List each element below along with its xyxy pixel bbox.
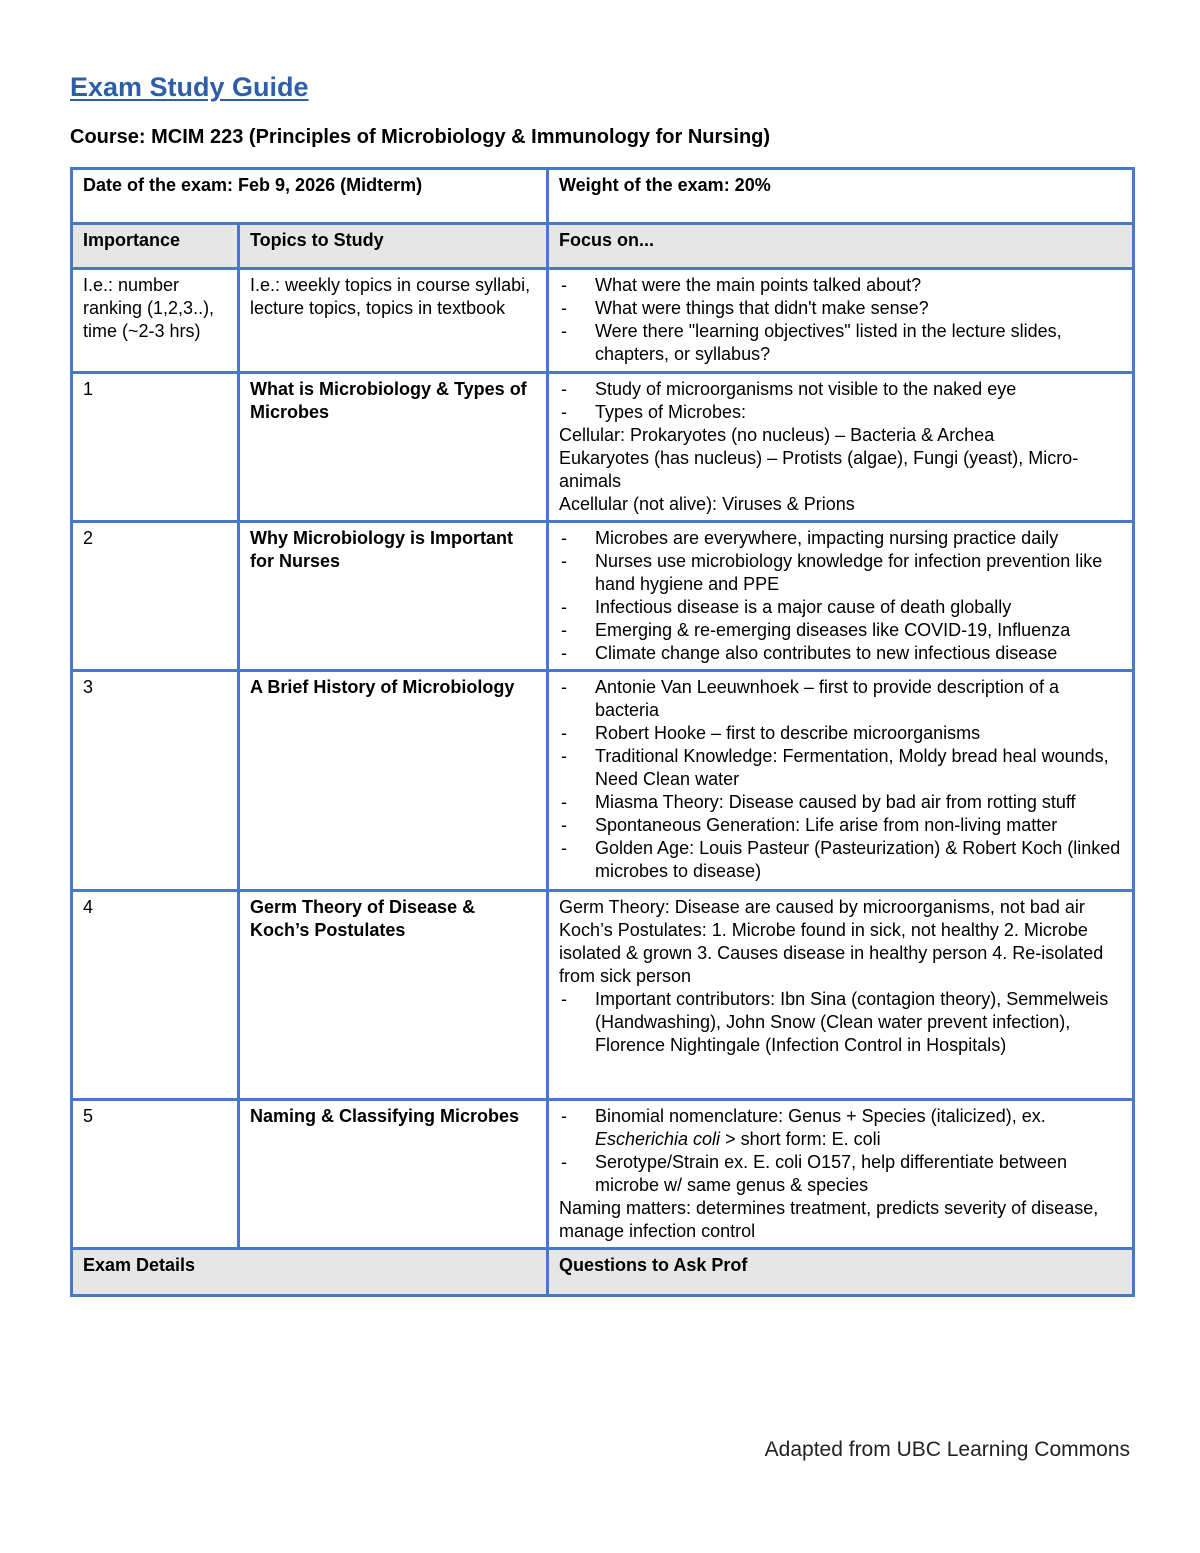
example-topics: I.e.: weekly topics in course syllabi, lecture topics, topics in textbook bbox=[239, 269, 548, 373]
row-focus bbox=[548, 891, 1134, 1100]
example-focus bbox=[548, 269, 1134, 373]
row-focus bbox=[548, 1100, 1134, 1249]
list-item: - Important contributors: Ibn Sina (contagion theory), Semmelweis (Handwashing), John Snow (Clean water prevent infection), Florence Nightingale (Infection Control in Hospitals) bbox=[559, 988, 1124, 1057]
footer-credit: Adapted from UBC Learning Commons bbox=[764, 1438, 1130, 1461]
list-item: - Types of Microbes: bbox=[559, 401, 1124, 424]
questions-heading: Questions to Ask Prof bbox=[548, 1249, 1134, 1296]
list-item: - Were there "learning objectives" listed in the lecture slides, chapters, or syllabus? bbox=[559, 320, 1124, 366]
list-item: - Golden Age: Louis Pasteur (Pasteurization) & Robert Koch (linked microbes to disease) bbox=[559, 837, 1124, 883]
row-topic: Naming & Classifying Microbes bbox=[239, 1100, 548, 1249]
row-topic: Why Microbiology is Important for Nurses bbox=[239, 522, 548, 671]
list-item: - Robert Hooke – first to describe microorganisms bbox=[559, 722, 1124, 745]
course-title: Course: MCIM 223 (Principles of Microbiology & Immunology for Nursing) bbox=[70, 126, 771, 148]
row-topic: Germ Theory of Disease & Koch’s Postulates bbox=[239, 891, 548, 1100]
row-rank: 2 bbox=[72, 522, 239, 671]
list-item: - Spontaneous Generation: Life arise from non-living matter bbox=[559, 814, 1124, 837]
header-row bbox=[72, 224, 1134, 269]
list-item: - What were things that didn't make sense? bbox=[559, 297, 1124, 320]
note-line: Cellular: Prokaryotes (no nucleus) – Bacteria & Archea bbox=[559, 425, 995, 445]
note-line: Acellular (not alive): Viruses & Prions bbox=[559, 494, 855, 514]
exam-date: Date of the exam: Feb 9, 2026 (Midterm) bbox=[72, 169, 548, 224]
row-rank: 1 bbox=[72, 373, 239, 522]
header-focus: Focus on... bbox=[548, 224, 1134, 269]
exam-details-heading: Exam Details bbox=[72, 1249, 548, 1296]
row-rank: 4 bbox=[72, 891, 239, 1100]
species-name: Escherichia coli bbox=[595, 1129, 721, 1149]
binomial-text: Binomial nomenclature: Genus + Species (italicized), ex. bbox=[595, 1106, 1046, 1126]
example-importance: I.e.: number ranking (1,2,3..), time (~2-3 hrs) bbox=[72, 269, 239, 373]
row-topic: A Brief History of Microbiology bbox=[239, 671, 548, 891]
row-focus bbox=[548, 671, 1134, 891]
page-title: Exam Study Guide bbox=[70, 72, 309, 102]
table-row bbox=[72, 1100, 1134, 1249]
note-line: Koch’s Postulates: 1. Microbe found in sick, not healthy 2. Microbe isolated & grown 3. Causes disease in healthy person 4. Re-isolated from sick person bbox=[559, 920, 1104, 986]
table-row bbox=[72, 891, 1134, 1100]
exam-info-row bbox=[72, 169, 1134, 224]
bottom-row bbox=[72, 1249, 1134, 1296]
list-item: - Antonie Van Leeuwnhoek – first to provide description of a bacteria bbox=[559, 676, 1124, 722]
list-item: - Miasma Theory: Disease caused by bad air from rotting stuff bbox=[559, 791, 1124, 814]
row-rank: 3 bbox=[72, 671, 239, 891]
header-importance: Importance bbox=[72, 224, 239, 269]
example-row bbox=[72, 269, 1134, 373]
list-item: - Traditional Knowledge: Fermentation, Moldy bread heal wounds, Need Clean water bbox=[559, 745, 1124, 791]
header-topics: Topics to Study bbox=[239, 224, 548, 269]
binomial-short: > short form: E. coli bbox=[720, 1129, 881, 1149]
row-focus bbox=[548, 373, 1134, 522]
list-item: - Climate change also contributes to new infectious disease bbox=[559, 642, 1124, 665]
row-topic: What is Microbiology & Types of Microbes bbox=[239, 373, 548, 522]
table-row bbox=[72, 373, 1134, 522]
list-item: - Nurses use microbiology knowledge for infection prevention like hand hygiene and PPE bbox=[559, 550, 1124, 596]
list-item: - What were the main points talked about? bbox=[559, 274, 1124, 297]
note-line: Eukaryotes (has nucleus) – Protists (algae), Fungi (yeast), Micro-animals bbox=[559, 448, 1079, 491]
list-item: - Serotype/Strain ex. E. coli O157, help differentiate between microbe w/ same genus & species bbox=[559, 1151, 1124, 1197]
row-focus bbox=[548, 522, 1134, 671]
table-row bbox=[72, 522, 1134, 671]
exam-weight: Weight of the exam: 20% bbox=[548, 169, 1134, 224]
list-item: - Microbes are everywhere, impacting nursing practice daily bbox=[559, 527, 1124, 550]
row-rank: 5 bbox=[72, 1100, 239, 1249]
study-guide-table bbox=[70, 167, 1135, 1297]
note-line: Germ Theory: Disease are caused by microorganisms, not bad air bbox=[559, 897, 1085, 917]
note-line: Naming matters: determines treatment, predicts severity of disease, manage infection control bbox=[559, 1198, 1099, 1241]
table-row bbox=[72, 671, 1134, 891]
list-item: - Infectious disease is a major cause of death globally bbox=[559, 596, 1124, 619]
list-item: - Emerging & re-emerging diseases like COVID-19, Influenza bbox=[559, 619, 1124, 642]
list-item bbox=[559, 1105, 1124, 1151]
list-item: - Study of microorganisms not visible to the naked eye bbox=[559, 378, 1124, 401]
